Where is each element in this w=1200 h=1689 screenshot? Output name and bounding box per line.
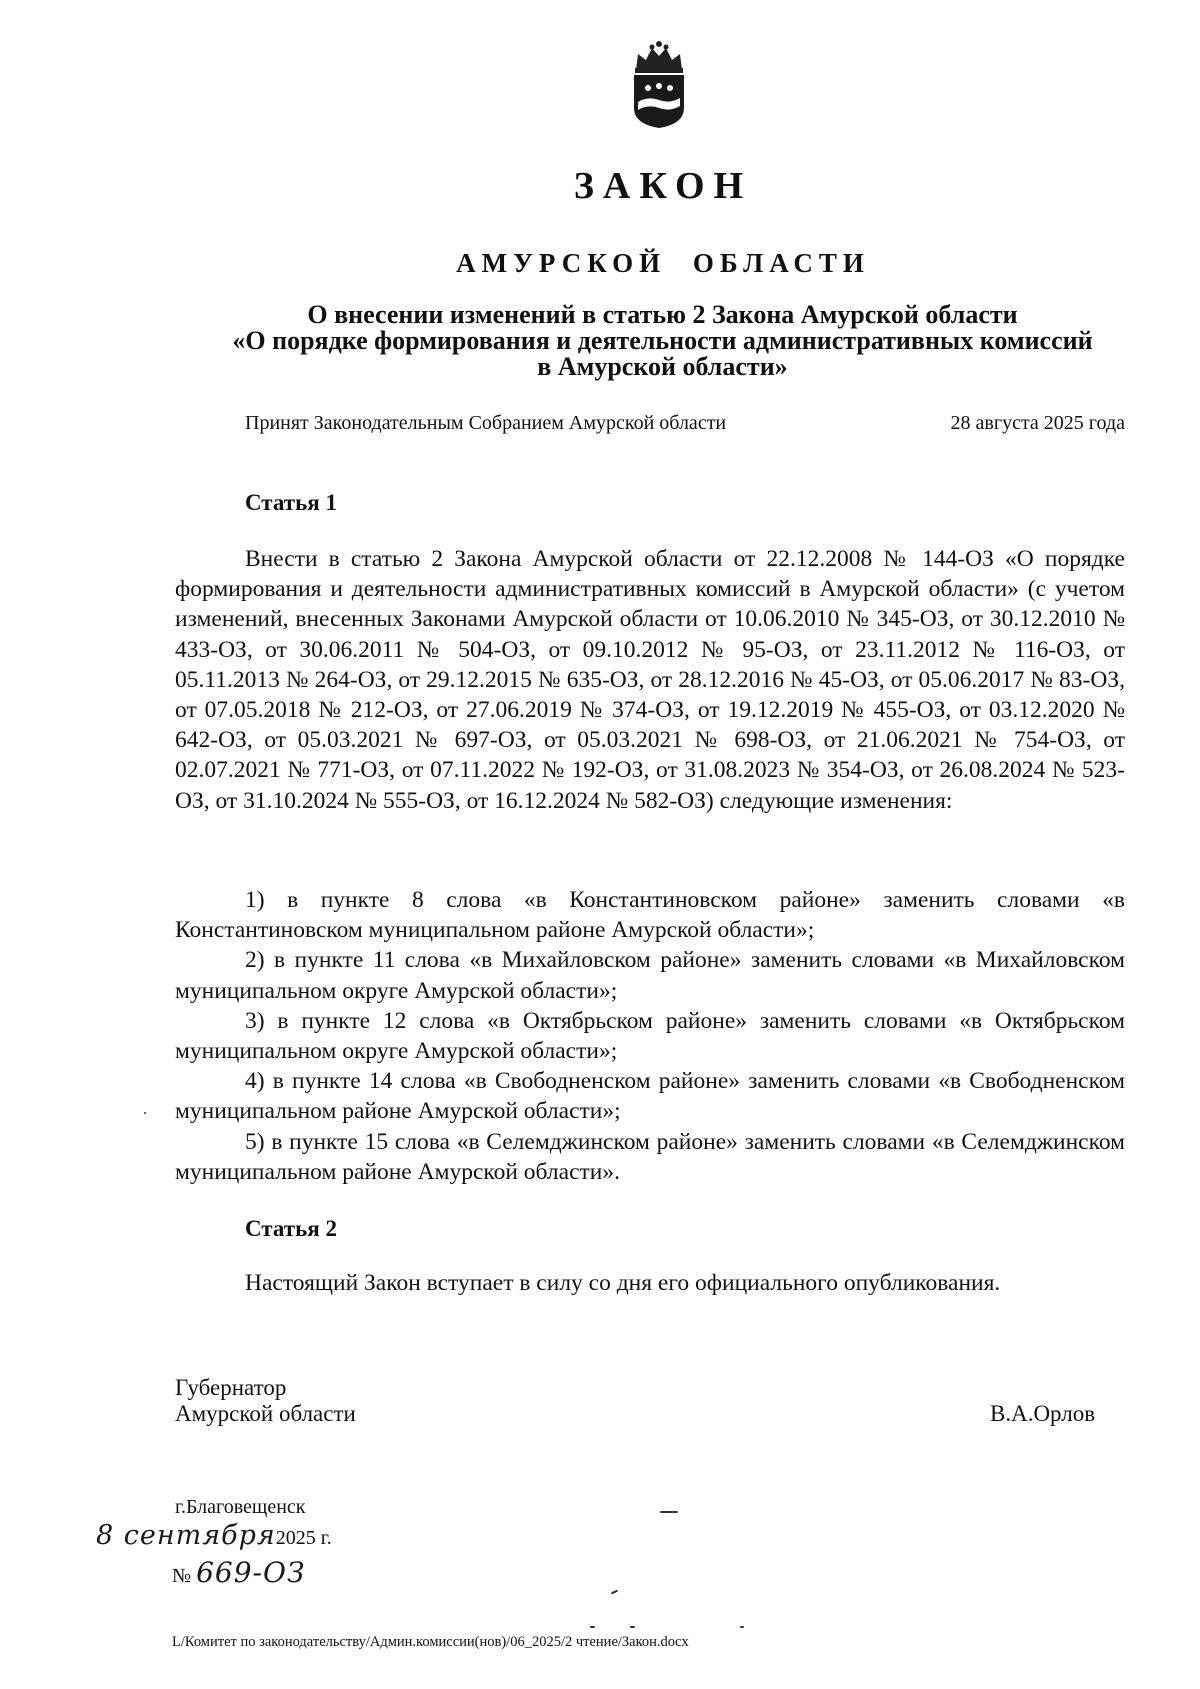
scan-speck	[740, 1626, 744, 1628]
date-year: 2025 г.	[275, 1527, 332, 1549]
article-1-item: 1) в пункте 8 слова «в Константиновском районе» заменить словами «в Константиновском муниципальном районе Амурской области»;	[175, 887, 1125, 944]
footer-file-path: L/Комитет по законодательству/Админ.комиссии(нов)/06_2025/2 чтение/Закон.docx	[172, 1634, 689, 1650]
signatory-title: Губернатор	[175, 1375, 287, 1400]
article-1-intro-paragraph: Внести в статью 2 Закона Амурской области от 22.12.2008 № 144-ОЗ «О порядке формирования и деятельности административных комиссий в Амурской области» (с учетом изменений, внесенных Законами Амурской области от 10.06.2010 № 345-ОЗ, от 30.12.2010 № 433-ОЗ, от 30.06.2011 № 504-ОЗ, от 09.10.2012 № 95-ОЗ, от 23.11.2012 № 116-ОЗ, от 05.11.2013 № 264-ОЗ, от 29.12.2015 № 635-ОЗ, от 28.12.2016 № 45-ОЗ, от 05.06.2017 № 83-ОЗ, от 07.05.2018 № 212-ОЗ, от 27.06.2019 № 374-ОЗ, от 19.12.2019 № 455-ОЗ, от 03.12.2020 № 642-ОЗ, от 05.03.2021 № 697-ОЗ, от 05.03.2021 № 698-ОЗ, от 21.06.2021 № 754-ОЗ, от 02.07.2021 № 771-ОЗ, от 07.11.2022 № 192-ОЗ, от 31.08.2023 № 354-ОЗ, от 26.08.2024 № 523-ОЗ, от 31.10.2024 № 555-ОЗ, от 16.12.2024 № 582-ОЗ) следующие изменения:	[175, 546, 1125, 814]
scan-speck	[144, 1112, 146, 1114]
article-1-items	[175, 885, 1125, 1187]
document-region: АМУРСКОЙ ОБЛАСТИ	[456, 248, 870, 278]
adopted-date: 28 августа 2025 года	[950, 412, 1125, 434]
adopted-by: Принят Законодательным Собранием Амурской области	[245, 412, 727, 434]
scan-speck	[630, 1626, 635, 1628]
law-name	[175, 302, 1150, 380]
adoption-line	[245, 412, 1125, 435]
scan-speck	[590, 1626, 595, 1628]
document-title: ЗАКОН	[573, 165, 753, 207]
number-sign: №	[172, 1565, 192, 1587]
law-name-line: О внесении изменений в статью 2 Закона Амурской области	[307, 300, 1018, 329]
article-1-heading: Статья 1	[245, 490, 337, 515]
scan-speck	[611, 1590, 618, 1595]
signatory-name: В.А.Орлов	[990, 1401, 1096, 1426]
law-name-line: в Амурской области»	[537, 352, 788, 381]
article-1-item: 2) в пункте 11 слова «в Михайловском районе» заменить словами «в Михайловском муниципальном округе Амурской области»;	[175, 947, 1125, 1004]
law-name-line: «О порядке формирования и деятельности административных комиссий	[232, 326, 1093, 355]
article-1-item: 5) в пункте 15 слова «в Селемджинском районе» заменить словами «в Селемджинском муниципальном районе Амурской области».	[175, 1128, 1125, 1185]
handwritten-date: 8 сентября	[96, 1520, 276, 1551]
article-2-heading: Статья 2	[245, 1216, 337, 1241]
issuance-date	[96, 1520, 332, 1551]
issuance-number	[172, 1556, 305, 1589]
article-1-item: 4) в пункте 14 слова «в Свободненском районе» заменить словами «в Свободненском муниципальном районе Амурской области»;	[175, 1068, 1125, 1125]
signatory-position	[175, 1375, 356, 1427]
article-1-item: 3) в пункте 12 слова «в Октябрьском районе» заменить словами «в Октябрьском муниципальном округе Амурской области»;	[175, 1007, 1125, 1065]
handwritten-number: 669-ОЗ	[196, 1556, 306, 1589]
coat-of-arms-icon	[628, 40, 690, 130]
article-1-intro	[175, 544, 1125, 816]
scan-speck	[660, 1511, 678, 1513]
issuance-city: г.Благовещенск	[175, 1496, 306, 1518]
signatory-region: Амурской области	[175, 1401, 356, 1426]
article-2-text: Настоящий Закон вступает в силу со дня его официального опубликования.	[245, 1270, 1001, 1296]
